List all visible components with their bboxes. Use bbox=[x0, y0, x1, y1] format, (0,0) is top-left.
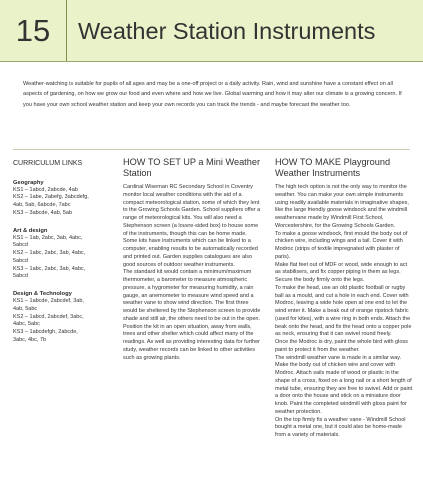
page-header bbox=[0, 0, 423, 62]
intro-paragraph: Weather-watching is suitable for pupils of all ages and may be a one-off project or a daily activity. Rain, wind and sunshine have a constant effect on all aspects of gardening, on how we grow our food and even where and how we live. Global warming and how it may alter our climate is a growing concern. If you have your own school weather station and keep your own records you can track the trends - and maybe forecast the weather too. bbox=[23, 80, 402, 108]
make-heading: HOW TO MAKE Playground Weather Instruments bbox=[275, 157, 391, 178]
setup-column bbox=[123, 157, 261, 362]
setup-body: Cardinal Wiseman RC Secondary School in Coventry monitor local weather conditions with the aid of a compact meteorological station, some of which they lent to the Growing Schools Garden. School suppliers offer a range of meteorological kits. You will also need a Stephenson screen (a louvre-sided box) to house some of the instruments, though this can be home made. Some kits have instruments which can be linked to a computer, enabling results to be automatically recorded and printed out. Garden supplies catalogues are also good sources of outdoor weather instruments. The standard kit would contain a minimum/maximum thermometer, a barometer to measure atmospheric pressure, a hygrometer for measuring humidity, a rain gauge, an anemometer to measure wind speed and a weather vane to show wind direction. The first three would be sheltered by the Stephenson screen to provide shade and still air, the others need to be out in the open. Position the kit in an open situation, away from walls, trees and other shelter which could affect many of the readings. As well as providing interesting data for further study, weather records can be linked to other activities such as growing plants. bbox=[123, 184, 261, 361]
group-title: Geography bbox=[13, 179, 44, 186]
curriculum-group-geography bbox=[13, 179, 89, 218]
curriculum-group-design-technology bbox=[13, 290, 89, 345]
make-body: The high tech option is not the only way to monitor the weather. You can make your own simple instruments using readily available materials in imaginative shapes, like the large friendly goose windsock and the windmill weathervane made by Windmill First School, Worcestershire, for the Growing Schools Garden. To make a goose windsock, first mould the body out of chicken wire, including wings and a tail. Cover it with Modroc (strips of textile impregnated with plaster of paris). Make flat feet out of MDF or wood, wide enough to act as stabilisers, and fix copper piping in them as legs. Secure the body firmly onto the legs. To make the head, use an old plastic football or rugby ball as a mould, and cut a hole in each end. Cover with Modroc, leaving a wide hole open at one end to let the wind enter it. Make a beak out of orange ripstock fabric (used for kites), with a wire ring in both ends. Attach the beak onto the head, and fix the head onto a copper pole as neck, ensuring that it can swivel round freely. Once the Modroc is dry, paint the whole bird with gloss paint to protect it from the weather. The windmill weather vane is made in a similar way. Make the body out of chicken wire and cover with Modroc. Attach sails made of wood or plastic in the shape of a cross, fixed on a long nail or a short length of metal tube, ensuring they are free to swivel. Add or paint a door onto the house and stick on a miniature door knob. Paint the completed windmill with gloss paint for weather protection. On the top firmly fix a weather vane - Windmill School bought a metal one, but it could also be home-made from a variety of materials. bbox=[275, 184, 413, 438]
divider bbox=[13, 149, 410, 150]
make-column bbox=[275, 157, 413, 440]
group-title: Design & Technology bbox=[13, 291, 72, 298]
curriculum-links-sidebar bbox=[13, 160, 89, 354]
setup-heading: HOW TO SET UP a Mini Weather Station bbox=[123, 157, 261, 178]
group-title: Art & design bbox=[13, 227, 48, 234]
sidebar-heading: CURRICULUM LINKS bbox=[13, 160, 83, 167]
group-text: KS1 – 1abcd, 2abcde, 4ab KS2 – 1abe, 2abefg, 3abcdefg, 4ab, 5ab, 6abcde, 7abc KS3 – 3abcde, 4ab, 5ab bbox=[13, 186, 89, 216]
section-number: 15 bbox=[0, 0, 67, 61]
group-text: KS1 – 1abcde, 2abcdef, 3ab, 4ab, 5abc KS2 – 1abcd, 2abcdef, 3abc, 4abc, 5abc KS3 – 1abcdefgh, 2abcde, 3abc, 4bc, 7b bbox=[13, 298, 84, 343]
group-text: KS1 – 1ab, 2abc, 3ab, 4abc, 5abcd KS2 – 1abc, 2abc, 3ab, 4abc, 5abcd KS3 – 1abc, 2abc, 3ab, 4abc, 5abcd bbox=[13, 234, 86, 280]
curriculum-group-art-design bbox=[13, 227, 89, 282]
page-title: Weather Station Instruments bbox=[78, 18, 376, 44]
